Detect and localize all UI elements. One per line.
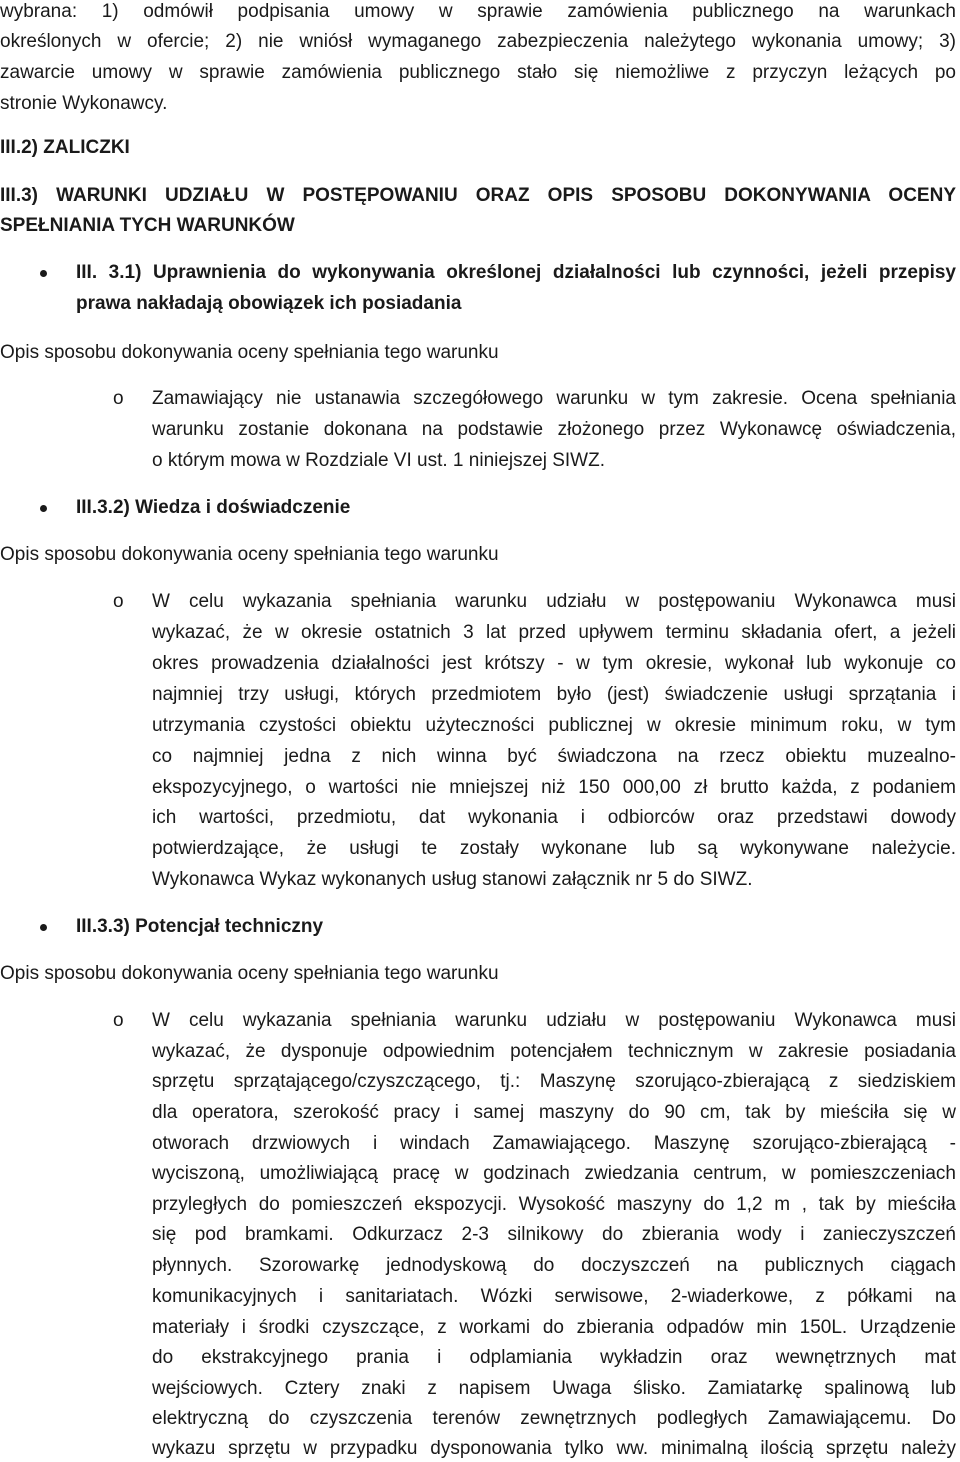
intro-line: stronie Wykonawcy. [0,93,168,114]
circle-bullet-icon: o [113,1010,124,1031]
condition-text-line: Wykonawca Wykaz wykonanych usług stanowi załącznik nr 5 do SIWZ. [152,869,753,890]
condition-title: III.3.3) Potencjał techniczny [76,916,324,937]
section-heading-warunki-cont: SPEŁNIANIA TYCH WARUNKÓW [0,215,295,236]
condition-title: III.3.2) Wiedza i doświadczenie [76,497,351,518]
condition-text-line: elektryczną do czyszczenia terenów zewnętrznych podległych Zamawiającemu. Do [152,1408,956,1429]
condition-title: III. 3.1) Uprawnienia do wykonywania określonej działalności lub czynności, jeżeli przepisy [76,262,956,283]
condition-text-line: wejściowych. Cztery znaki z napisem Uwaga ślisko. Zamiatarkę spalinową lub [152,1378,956,1399]
bullet-icon [40,270,47,277]
condition-text-line: się pod bramkami. Odkurzacz 2-3 silnikowy do zbierania wody i zanieczyszczeń [152,1224,956,1245]
condition-text-line: o którym mowa w Rozdziale VI ust. 1 niniejszej SIWZ. [152,450,605,471]
condition-text-line: przyległych do pomieszczeń ekspozycji. Wysokość maszyny do 1,2 m , tak by mieściła [152,1194,956,1215]
condition-text-line: wyciszoną, umożliwiającą pracę w godzinach zwiedzania centrum, w pomieszczeniach [152,1163,956,1184]
condition-text-line: otworach drzwiowych i windach Zamawiającego. Maszynę szorująco-zbierającą - [152,1133,956,1154]
condition-text-line: co najmniej jedna z nich winna być świadczona na rzecz obiektu muzealno- [152,746,956,767]
condition-text-line: potwierdzające, że usługi te zostały wykonane lub są wykonywane należycie. [152,838,956,859]
intro-line: określonych w ofercie; 2) nie wniósł wymaganego zabezpieczenia należytego wykonania umowy; 3) [0,31,956,52]
condition-text-line: Zamawiający nie ustanawia szczegółowego warunku w tym zakresie. Ocena spełniania [152,388,956,409]
condition-text-line: utrzymania czystości obiektu użyteczności publicznej w okresie minimum roku, w tym [152,715,956,736]
condition-text-line: wykazać, że dysponuje odpowiednim potencjałem technicznym w zakresie posiadania [152,1041,956,1062]
condition-text-line: płynnych. Szorowarkę jednodyskową do doczyszczeń na publicznych ciągach [152,1255,956,1276]
circle-bullet-icon: o [113,591,124,612]
condition-text-line: W celu wykazania spełniania warunku udziału w postępowaniu Wykonawca musi [152,591,956,612]
description-heading: Opis sposobu dokonywania oceny spełniania tego warunku [0,963,499,984]
condition-text-line: okres prowadzenia działalności jest krótszy - w tym okresie, wykonał lub wykonuje co [152,653,956,674]
description-heading: Opis sposobu dokonywania oceny spełniania tego warunku [0,544,499,565]
section-heading-warunki: III.3) WARUNKI UDZIAŁU W POSTĘPOWANIU ORAZ OPIS SPOSOBU DOKONYWANIA OCENY [0,185,956,206]
condition-text-line: wykazać, że w okresie ostatnich 3 lat przed upływem terminu składania ofert, a jeżeli [152,622,956,643]
bullet-icon [40,505,47,512]
section-heading-zaliczki: III.2) ZALICZKI [0,137,130,158]
condition-text-line: najmniej trzy usługi, których przedmiotem było (jest) świadczenie usługi sprzątania i [152,684,956,705]
description-heading: Opis sposobu dokonywania oceny spełniania tego warunku [0,342,499,363]
condition-text-line: ich wartości, przedmiotu, dat wykonania i odbiorców oraz przedstawi dowody [152,807,956,828]
condition-text-line: W celu wykazania spełniania warunku udziału w postępowaniu Wykonawca musi [152,1010,956,1031]
intro-line: wybrana: 1) odmówił podpisania umowy w sprawie zamówienia publicznego na warunkach [0,1,956,22]
condition-text-line: komunikacyjnych i sanitariatach. Wózki serwisowe, 2-wiaderkowe, z półkami na [152,1286,956,1307]
bullet-icon [40,924,47,931]
condition-text-line: ekspozycyjnego, o wartości nie mniejszej niż 150 000,00 zł brutto każda, z podaniem [152,777,956,798]
condition-text-line: warunku zostanie dokonana na podstawie złożonego przez Wykonawcę oświadczenia, [152,419,956,440]
condition-text-line: dla operatora, szerokość pracy i samej maszyny do 90 cm, tak by mieściła się w [152,1102,956,1123]
condition-title: prawa nakładają obowiązek ich posiadania [76,293,462,314]
condition-text-line: wykazu sprzętu w przypadku dysponowania tylko ww. minimalną ilością sprzętu należy [152,1438,956,1459]
condition-text-line: do ekstrakcyjnego prania i odplamiania wykładzin oraz wewnętrznych mat [152,1347,956,1368]
circle-bullet-icon: o [113,388,124,409]
condition-text-line: materiały i środki czyszczące, z workami do zbierania odpadów min 150L. Urządzenie [152,1317,956,1338]
intro-line: zawarcie umowy w sprawie zamówienia publicznego stało się niemożliwe z przyczyn leżących po [0,62,956,83]
condition-text-line: sprzętu sprzątającego/czyszczącego, tj.: Maszynę szorująco-zbierającą z siedziskiem [152,1071,956,1092]
